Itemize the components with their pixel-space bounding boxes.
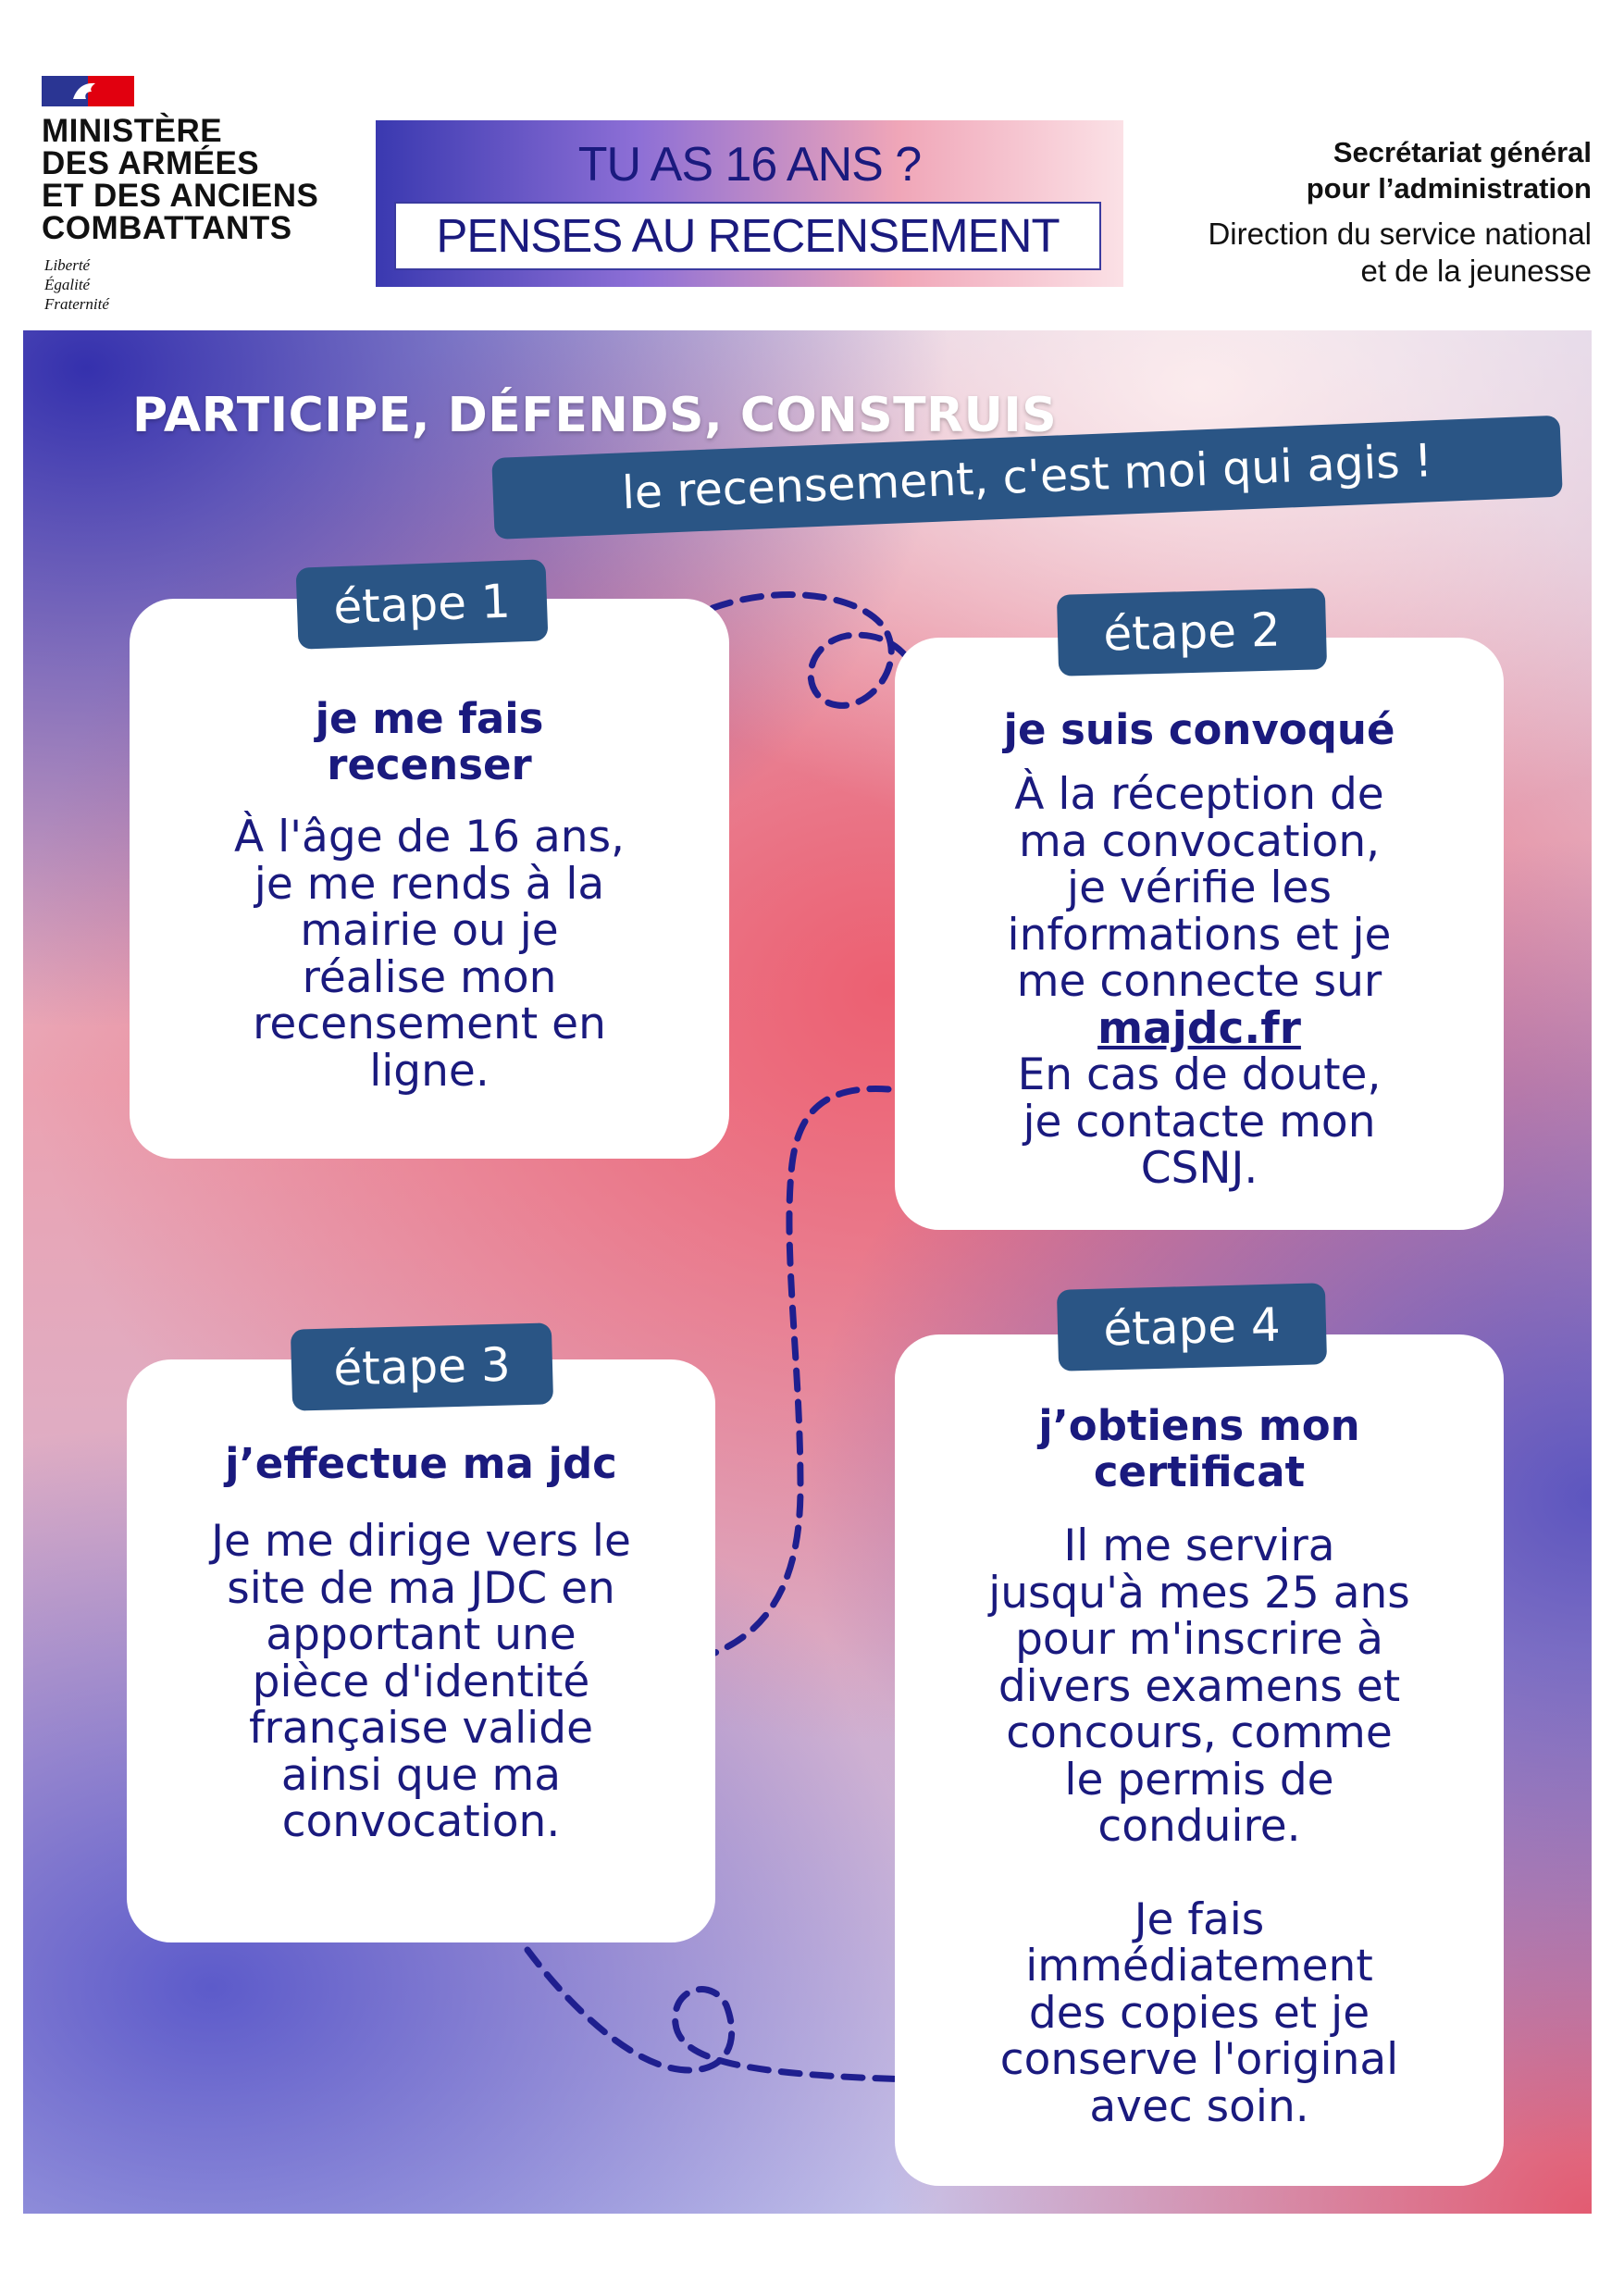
step-title [127, 1441, 715, 1487]
step-body-line: CSNJ. [1140, 1143, 1258, 1194]
step-body [895, 769, 1504, 1194]
motto-line: Fraternité [44, 295, 109, 313]
step-body-2 [895, 1893, 1504, 2132]
republic-motto [44, 255, 109, 314]
ministry-line: ET DES ANCIENS [42, 178, 319, 214]
marianne-flag-icon [42, 76, 134, 106]
step-body-line: convocation. [281, 1796, 561, 1847]
step-1-tag: étape 1 [296, 559, 549, 649]
step-body [895, 1520, 1504, 1852]
step-body-line: immédiatement [1025, 1941, 1373, 1992]
secretariat-block [1208, 134, 1592, 290]
step-3-card [127, 1359, 715, 1942]
step-body-line: jusqu'à mes 25 ans [988, 1567, 1410, 1619]
banner-text: PENSES AU RECENSEMENT [394, 202, 1101, 270]
step-body-line: française valide [249, 1703, 593, 1754]
step-1-card [130, 599, 729, 1159]
step-body-line: concours, comme [1006, 1707, 1393, 1758]
motto-line: Égalité [44, 276, 91, 293]
step-body-line: Il me servira [1063, 1520, 1335, 1571]
step-3-tag: étape 3 [291, 1322, 553, 1410]
step-4-card [895, 1334, 1504, 2186]
step-2-tag: étape 2 [1057, 588, 1327, 676]
step-body-line: apportant une [266, 1609, 576, 1660]
step-body-line: ma convocation, [1018, 815, 1381, 867]
step-body-line: ligne. [369, 1045, 490, 1097]
sg-line: pour l’administration [1306, 172, 1592, 205]
step-title [895, 707, 1504, 753]
header-banner [376, 120, 1123, 287]
step-body-line: avec soin. [1089, 2080, 1309, 2132]
step-body-line: je contacte mon [1023, 1096, 1376, 1148]
step-body-line: pour m'inscrire à [1015, 1614, 1383, 1665]
step-body-line: je vérifie les [1067, 863, 1332, 913]
step-body-line: divers examens et [998, 1660, 1401, 1712]
step-body-line: Je fais [1134, 1893, 1265, 1945]
step-body-line: informations et je [1007, 909, 1392, 961]
step-body-line: pièce d'identité [252, 1656, 590, 1707]
step-body-line: Je me dirige vers le [211, 1516, 631, 1567]
ministry-line: DES ARMÉES [42, 145, 260, 181]
step-body [130, 814, 729, 1095]
step-title-line: j’effectue ma jdc [225, 1439, 617, 1488]
step-title [895, 1403, 1504, 1496]
step-2-card [895, 638, 1504, 1230]
step-body-line: me connecte sur [1016, 956, 1382, 1007]
sg-line: Secrétariat général [1333, 136, 1592, 168]
step-body-line: je me rends à la [254, 858, 605, 910]
poster [23, 330, 1592, 2214]
step-title-line: j’obtiens mon [1038, 1401, 1360, 1450]
motto-line: Liberté [44, 256, 91, 274]
step-body-line: ainsi que ma [280, 1749, 562, 1801]
slogan-banner: le recensement, c'est moi qui agis ! [491, 416, 1563, 540]
step-title [130, 696, 729, 788]
step-title-line: je me fais [315, 694, 544, 743]
step-body-line: En cas de doute, [1017, 1049, 1382, 1100]
ministry-line: MINISTÈRE [42, 113, 223, 149]
step-body [127, 1516, 715, 1847]
step-body-line: site de ma JDC en [227, 1562, 615, 1614]
step-body-line: le permis de [1064, 1754, 1334, 1806]
step-body-line: conduire. [1097, 1801, 1301, 1852]
ministry-line: COMBATTANTS [42, 210, 292, 246]
step-title-line: certificat [1093, 1447, 1306, 1496]
step-body-line: réalise mon [302, 951, 557, 1003]
direction-line: Direction du service national [1208, 217, 1592, 251]
majdc-link[interactable]: majdc.fr [1097, 1002, 1301, 1054]
ministry-name [42, 115, 318, 244]
direction-line: et de la jeunesse [1360, 254, 1592, 288]
banner-question: TU AS 16 ANS ? [577, 138, 922, 192]
headline: PARTICIPE, DÉFENDS, CONSTRUIS [132, 388, 1058, 443]
step-body-line: À la réception de [1014, 769, 1384, 820]
step-title-line: je suis convoqué [1003, 705, 1395, 754]
step-body-line: À l'âge de 16 ans, [233, 812, 625, 863]
step-title-line: recenser [327, 740, 532, 789]
step-body-line: mairie ou je [300, 905, 559, 956]
step-body-line: des copies et je [1028, 1987, 1370, 2039]
step-body-line: conserve l'original [999, 2034, 1399, 2085]
step-body-line: recensement en [253, 999, 606, 1049]
step-4-tag: étape 4 [1057, 1283, 1327, 1371]
